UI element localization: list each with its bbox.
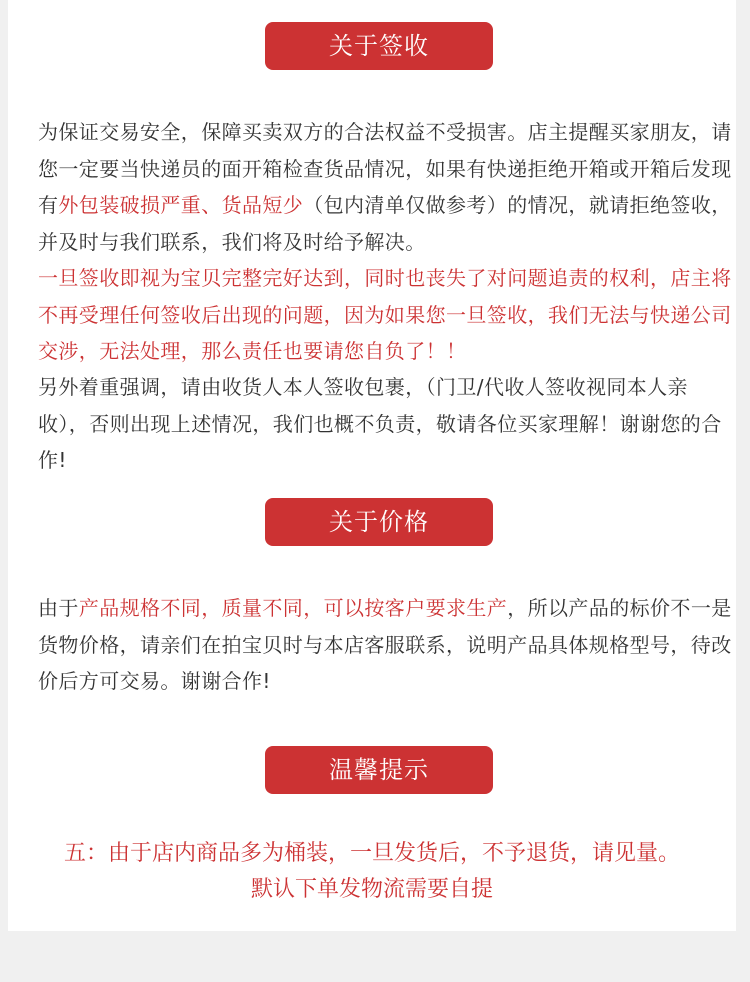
signing-paragraph-recipient: 另外着重强调，请由收货人本人签收包裹，（门卫/代收人签收视同本人亲收），否则出现上述情况，我们也概不负责，敬请各位买家理解！谢谢您的合作! (38, 375, 722, 472)
signing-text-refuse: （包内清单仅做参考）的情况，就请拒绝签收，并及时与我们联系，我们将及时给予解决。 (38, 193, 732, 254)
section-title-price: 关于价格 (265, 498, 493, 546)
price-paragraph (38, 590, 738, 700)
signing-paragraph-inspection (38, 114, 738, 260)
signing-text-intro: 为保证交易安全，保障买卖双方的合法权益不受损害。店主提醒买家朋友，请您一定要当快递员的面开箱检查货品情况，如果有快递拒绝开箱或开箱后发现有 (38, 120, 732, 217)
section-title-tips: 温馨提示 (265, 746, 493, 794)
tips-line-self-pickup: 默认下单发物流需要自提 (250, 877, 493, 902)
signing-paragraph-liability: 一旦签收即视为宝贝完整完好达到，同时也丧失了对问题追责的权利，店主将不再受理任何签收后出现的问题，因为如果您一旦签收，我们无法与快递公司交涉，无法处理，那么责任也要请您自负了！！ (38, 266, 732, 363)
price-text-contact: ，所以产品的标价不一是货物价格，请亲们在拍宝贝时与本店客服联系，说明产品具体规格型号，待改价后方可交易。谢谢合作! (38, 596, 732, 693)
section-title-signing: 关于签收 (265, 22, 493, 70)
signing-text-damage-highlight: 外包装破损严重、货品短少 (58, 193, 304, 217)
price-text-intro: 由于 (38, 596, 79, 620)
price-text-spec-highlight: 产品规格不同，质量不同，可以按客户要求生产 (78, 596, 508, 620)
tips-line-no-return: 五：由于店内商品多为桶装，一旦发货后，不予退货，请见量。 (63, 841, 680, 866)
